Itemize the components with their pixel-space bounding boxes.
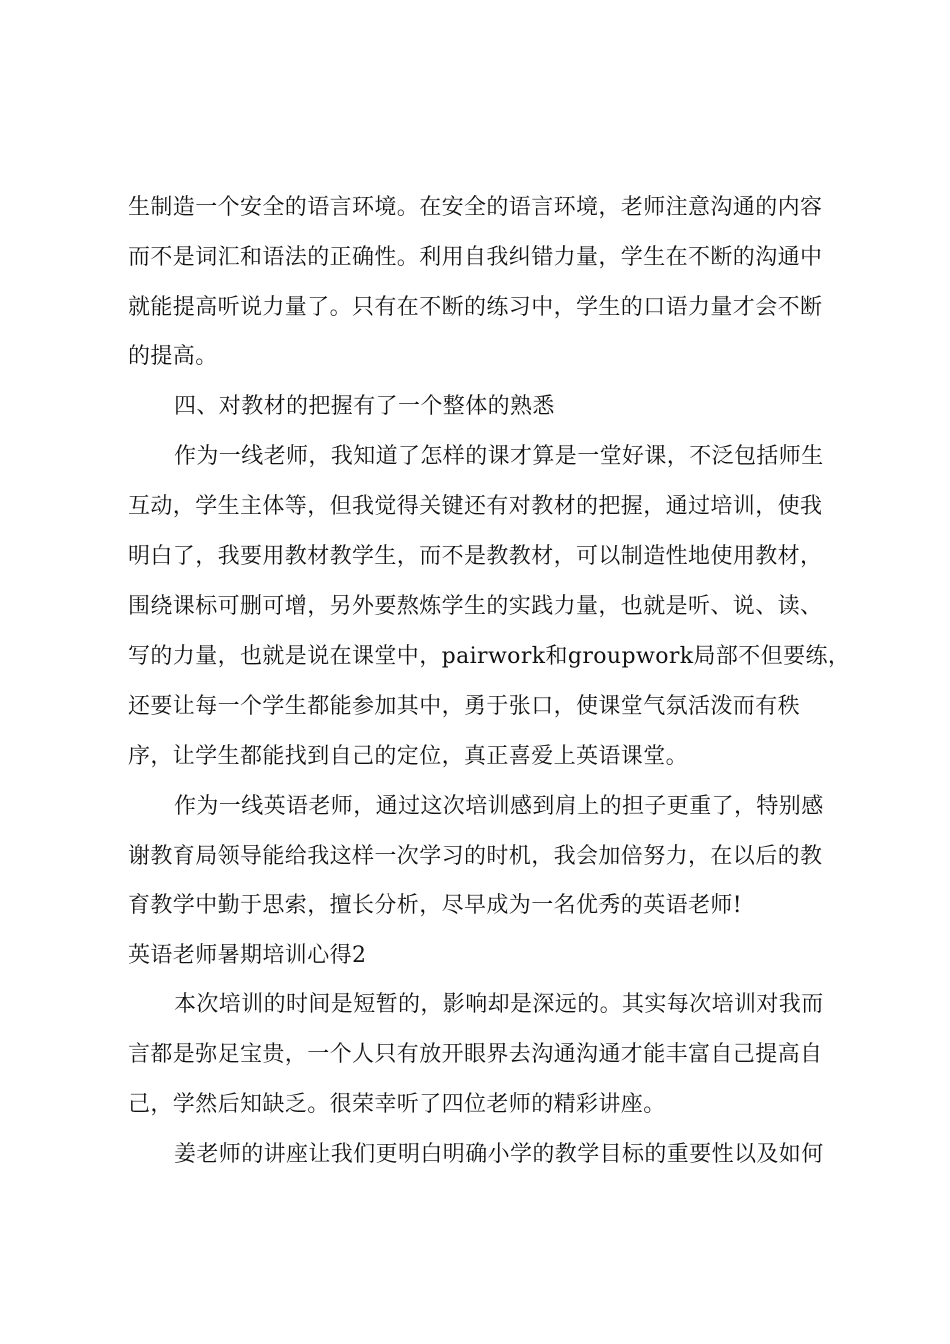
paragraph-line: 的提高。 (128, 344, 218, 369)
paragraph-line: 谢教育局领导能给我这样一次学习的时机，我会加倍努力，在以后的教 (128, 844, 823, 869)
paragraph-line: 明白了，我要用教材教学生，而不是教教材，可以制造性地使用教材， (128, 544, 823, 569)
paragraph-line: 作为一线老师，我知道了怎样的课才算是一堂好课，不泛包括师生 (174, 444, 824, 469)
paragraph-line: 互动，学生主体等，但我觉得关键还有对教材的把握，通过培训，使我 (128, 494, 823, 519)
paragraph-line: 围绕课标可删可增，另外要熬炼学生的实践力量，也就是听、说、读、 (128, 594, 823, 619)
paragraph-line: 就能提高听说力量了。只有在不断的练习中，学生的口语力量才会不断 (128, 295, 823, 320)
paragraph-line: 己，学然后知缺乏。很荣幸听了四位老师的精彩讲座。 (128, 1092, 666, 1117)
article-title: 英语老师暑期培训心得2 (128, 943, 367, 968)
paragraph-line: 生制造一个安全的语言环境。在安全的语言环境，老师注意沟通的内容 (128, 195, 823, 220)
paragraph-line: 本次培训的时间是短暂的，影响却是深远的。其实每次培训对我而 (174, 992, 824, 1017)
paragraph-line: 写的力量，也就是说在课堂中，pairwork和groupwork局部不但要练， (128, 644, 851, 669)
paragraph-line: 而不是词汇和语法的正确性。利用自我纠错力量，学生在不断的沟通中 (128, 245, 823, 270)
paragraph-line: 序，让学生都能找到自己的定位，真正喜爱上英语课堂。 (128, 744, 689, 769)
paragraph-line: 育教学中勤于思索，擅长分析，尽早成为一名优秀的英语老师! (128, 893, 743, 918)
paragraph-line: 言都是弥足宝贵，一个人只有放开眼界去沟通沟通才能丰富自己提高自 (128, 1042, 823, 1067)
section-heading: 四、对教材的把握有了一个整体的熟悉 (174, 394, 555, 419)
paragraph-line: 还要让每一个学生都能参加其中，勇于张口，使课堂气氛活泼而有秩 (128, 694, 801, 719)
paragraph-line: 姜老师的讲座让我们更明白明确小学的教学目标的重要性以及如何 (174, 1142, 824, 1167)
paragraph-line: 作为一线英语老师，通过这次培训感到肩上的担子更重了，特别感 (174, 794, 824, 819)
